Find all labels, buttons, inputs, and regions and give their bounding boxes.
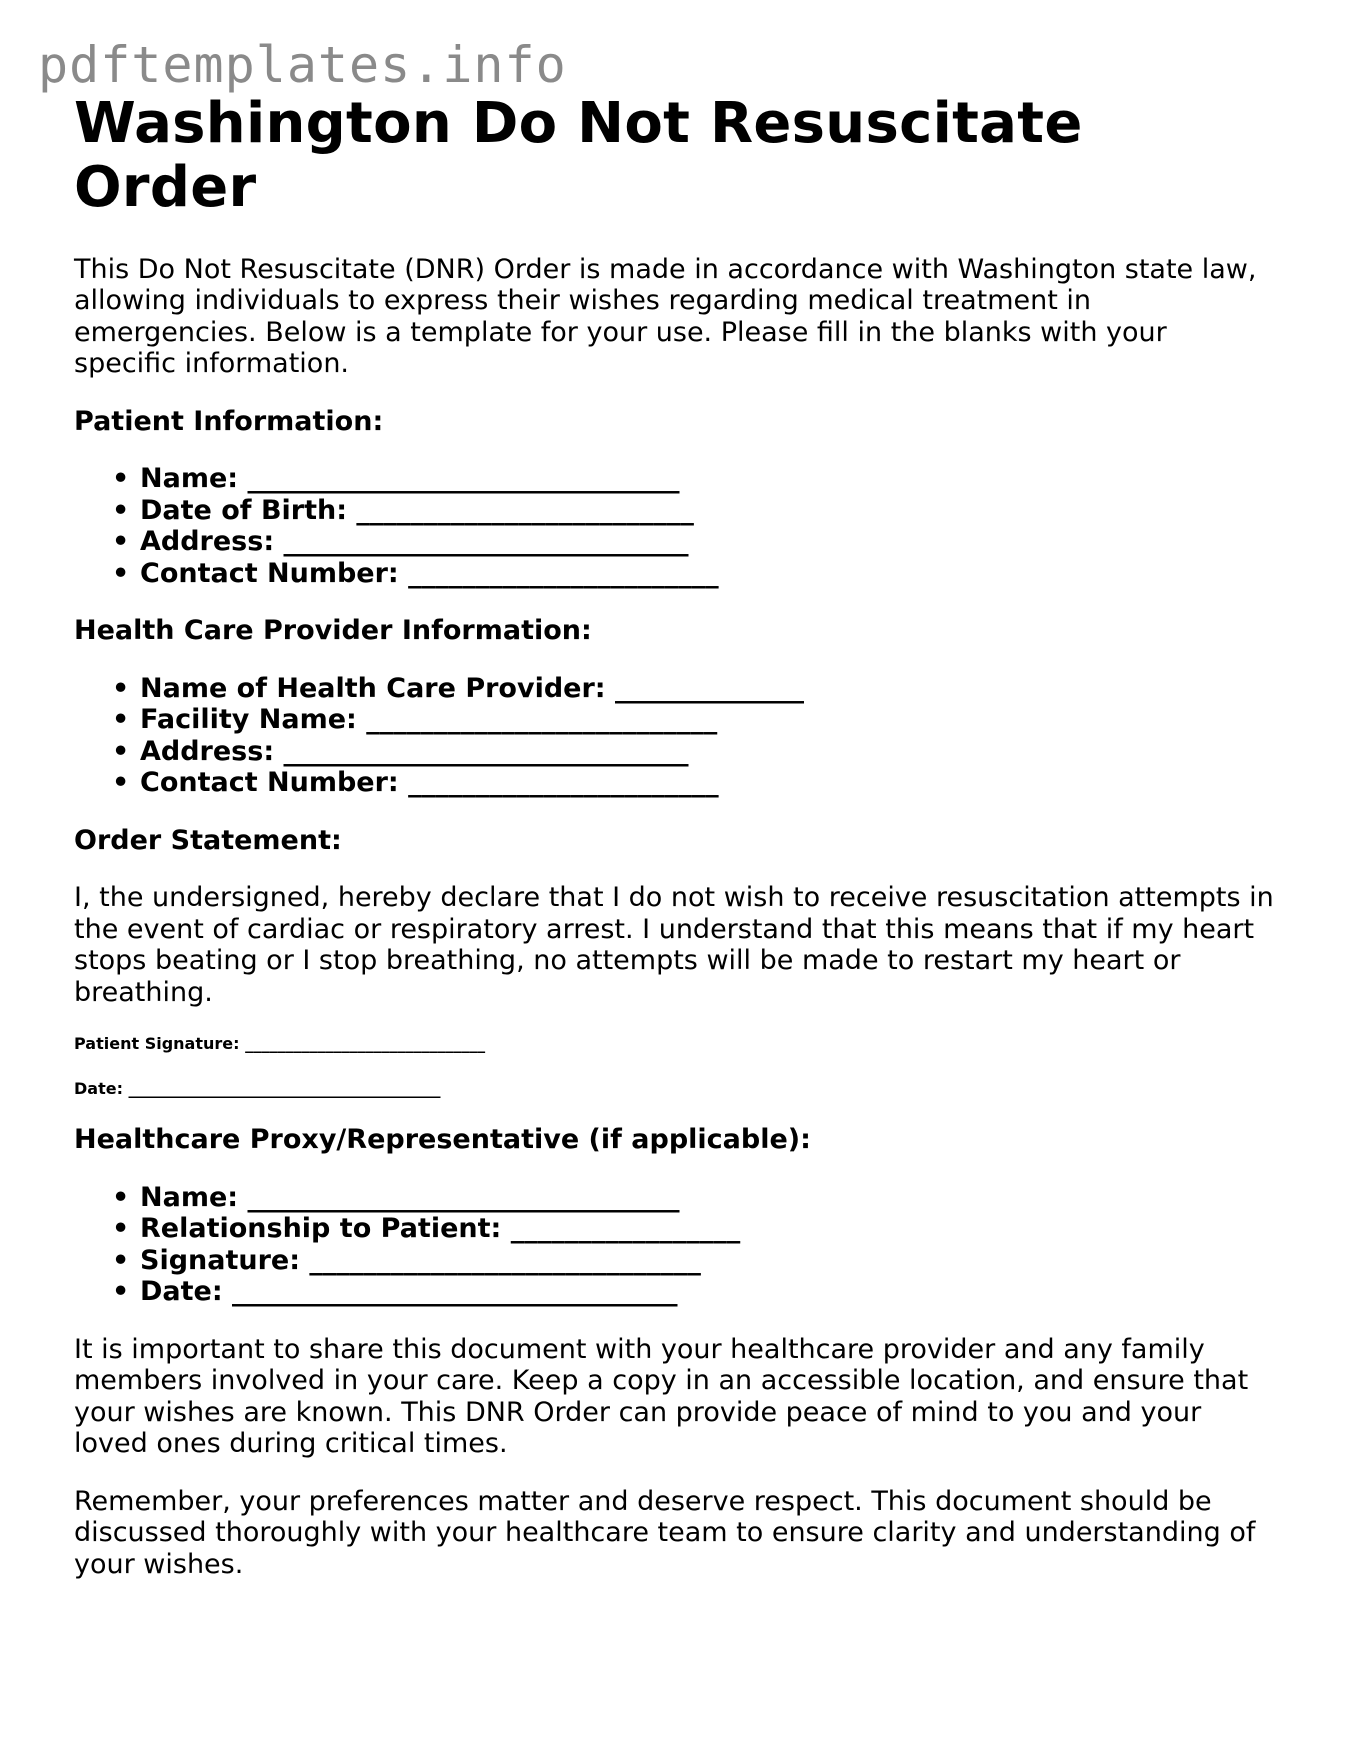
watermark: pdftemplates.info: [38, 36, 567, 94]
document-page: [74, 92, 1274, 1580]
provider-address-field: • Address: ______________________________: [140, 736, 1274, 768]
provider-info-list: [74, 673, 1274, 799]
closing-paragraph-2: Remember, your preferences matter and deserve respect. This document should be discussed thoroughly with your healthcare team to ensure clarity and understanding of your wishes.: [74, 1485, 1256, 1580]
order-statement-heading: Order Statement:: [74, 824, 342, 856]
order-statement-text: I, the undersigned, hereby declare that I do not wish to receive resuscitation attempts in the event of cardiac or respiratory arrest. I understand that this means that if my heart stops beating or I stop breathing, no attempts will be made to restart my heart or breathing.: [74, 882, 1274, 1008]
proxy-signature-field: • Signature: _____________________________: [140, 1245, 1274, 1277]
provider-info-heading: Health Care Provider Information:: [74, 615, 592, 647]
intro-paragraph: This Do Not Resuscitate (DNR) Order is made in accordance with Washington state law, allowing individuals to express their wishes regarding medical treatment in emergencies. Below is a template for your use. Please fill in the blanks with your specific information.: [74, 253, 1257, 380]
patient-signature-field: Patient Signature: ______________________________: [74, 1034, 486, 1054]
patient-date-field: Date: _______________________________________: [74, 1079, 441, 1099]
patient-address-field: • Address: ______________________________: [140, 526, 1274, 558]
patient-dob-field: • Date of Birth: _________________________: [140, 495, 1274, 527]
facility-name-field: • Facility Name: __________________________: [140, 704, 1274, 736]
proxy-date-field: • Date: _________________________________: [140, 1276, 1274, 1308]
patient-name-field: • Name: ________________________________: [140, 463, 1274, 495]
patient-info-list: [74, 463, 1274, 589]
closing-paragraph-1: It is important to share this document with your healthcare provider and any family members involved in your care. Keep a copy in an accessible location, and ensure that your wishes are known. This DNR Order can provide peace of mind to you and your loved ones during critical times.: [74, 1333, 1249, 1460]
proxy-heading: Healthcare Proxy/Representative (if applicable):: [74, 1124, 811, 1156]
proxy-relationship-field: • Relationship to Patient: _________________: [140, 1213, 1274, 1245]
provider-contact-field: • Contact Number: _______________________: [140, 767, 1274, 799]
patient-contact-field: • Contact Number: _______________________: [140, 558, 1274, 590]
page-title: Washington Do Not Resuscitate Order: [74, 91, 1083, 221]
proxy-name-field: • Name: ________________________________: [140, 1182, 1274, 1214]
patient-info-heading: Patient Information:: [74, 405, 384, 437]
provider-name-field: • Name of Health Care Provider: ______________: [140, 673, 1274, 705]
proxy-list: [74, 1182, 1274, 1308]
